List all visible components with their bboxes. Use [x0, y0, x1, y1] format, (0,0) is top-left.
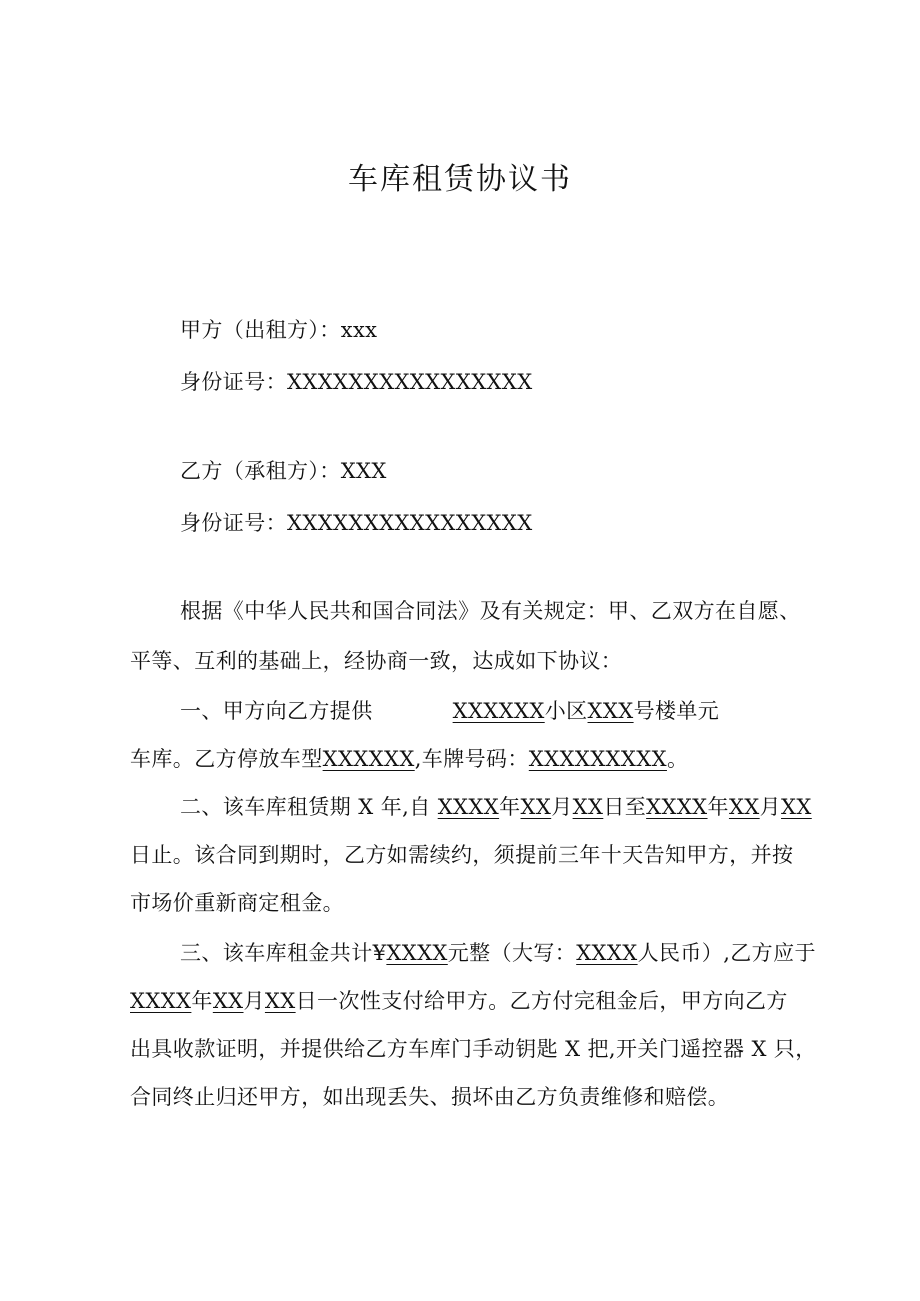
clause-text: 元整（大写：	[447, 941, 577, 965]
clause-text: 车库。乙方停放车型	[130, 747, 323, 771]
fill-in-blank: XXXXXX	[322, 747, 415, 771]
intro-line-1: 根据《中华人民共和国合同法》及有关规定：甲、乙双方在自愿、	[180, 599, 801, 623]
clause-3-line-2	[130, 986, 788, 1016]
clause-2-line-1	[180, 792, 812, 822]
fill-in-blank: XXXX	[576, 941, 638, 965]
clause-1-line-1	[180, 696, 719, 726]
fill-in-blank: XXXX	[646, 795, 708, 819]
clause-text: 年	[191, 989, 213, 1013]
clause-text: 月	[551, 795, 573, 819]
fill-in-blank: XXXX	[437, 795, 500, 819]
clause-text: 日一次性支付给甲方。乙方付完租金后，甲方向乙方	[295, 989, 788, 1013]
clause-text: 三、该车库租金共计¥	[180, 941, 387, 965]
clause-text: 人民币）,乙方应于	[637, 941, 816, 965]
fill-in-blank: XXX	[587, 699, 634, 723]
clause-text: 年,自	[380, 795, 431, 819]
clause-text: 二、该车库租赁期	[180, 795, 352, 819]
clause-1-line-2	[130, 744, 688, 774]
clause-text: 年	[499, 795, 521, 819]
clause-text: 号楼单元	[633, 699, 720, 723]
fill-in-blank: XXXX	[130, 989, 192, 1013]
fill-in-blank: XX	[781, 795, 812, 819]
fill-in-blank: XX	[572, 795, 604, 819]
party-b-id: 身份证号：XXXXXXXXXXXXXXXX	[180, 511, 533, 535]
party-a-id: 身份证号：XXXXXXXXXXXXXXXX	[180, 370, 533, 394]
fill-in-blank: XX	[212, 989, 244, 1013]
fill-in-blank: XXXXXXXXX	[528, 747, 667, 771]
clause-2-line-2: 日止。该合同到期时，乙方如需续约，须提前三年十天告知甲方，并按	[130, 843, 794, 867]
clause-text: 。	[666, 747, 689, 771]
clause-3-line-1	[180, 938, 816, 968]
clause-text: 年	[707, 795, 729, 819]
clause-3-line-4: 合同终止归还甲方，如出现丢失、损坏由乙方负责维修和赔偿。	[130, 1085, 730, 1109]
fill-in-blank: XX	[264, 989, 296, 1013]
party-b-line: 乙方（承租方）：XXX	[180, 459, 387, 483]
clause-text: 一、甲方向乙方提供	[180, 699, 373, 723]
fill-in-blank: XXXX	[386, 941, 448, 965]
clause-3-line-3: 出具收款证明，并提供给乙方车库门手动钥匙 X 把,开关门遥控器 X 只，	[130, 1037, 817, 1061]
intro-line-2: 平等、互利的基础上，经协商一致，达成如下协议：	[130, 649, 623, 673]
fill-in-blank: XX	[520, 795, 552, 819]
clause-text: 日至	[603, 795, 647, 819]
clause-text: 月	[759, 795, 782, 819]
clause-text: ,车牌号码：	[414, 747, 529, 771]
party-a-line: 甲方（出租方）：xxx	[180, 318, 378, 342]
fill-in-blank: XX	[728, 795, 760, 819]
fill-in-blank: XXXXXX	[452, 699, 545, 723]
clause-2-line-3: 市场价重新商定租金。	[130, 891, 344, 915]
document-title: 车库租赁协议书	[348, 162, 572, 197]
clause-text: X	[358, 795, 374, 819]
clause-text: 小区	[544, 699, 588, 723]
clause-text: 月	[243, 989, 265, 1013]
